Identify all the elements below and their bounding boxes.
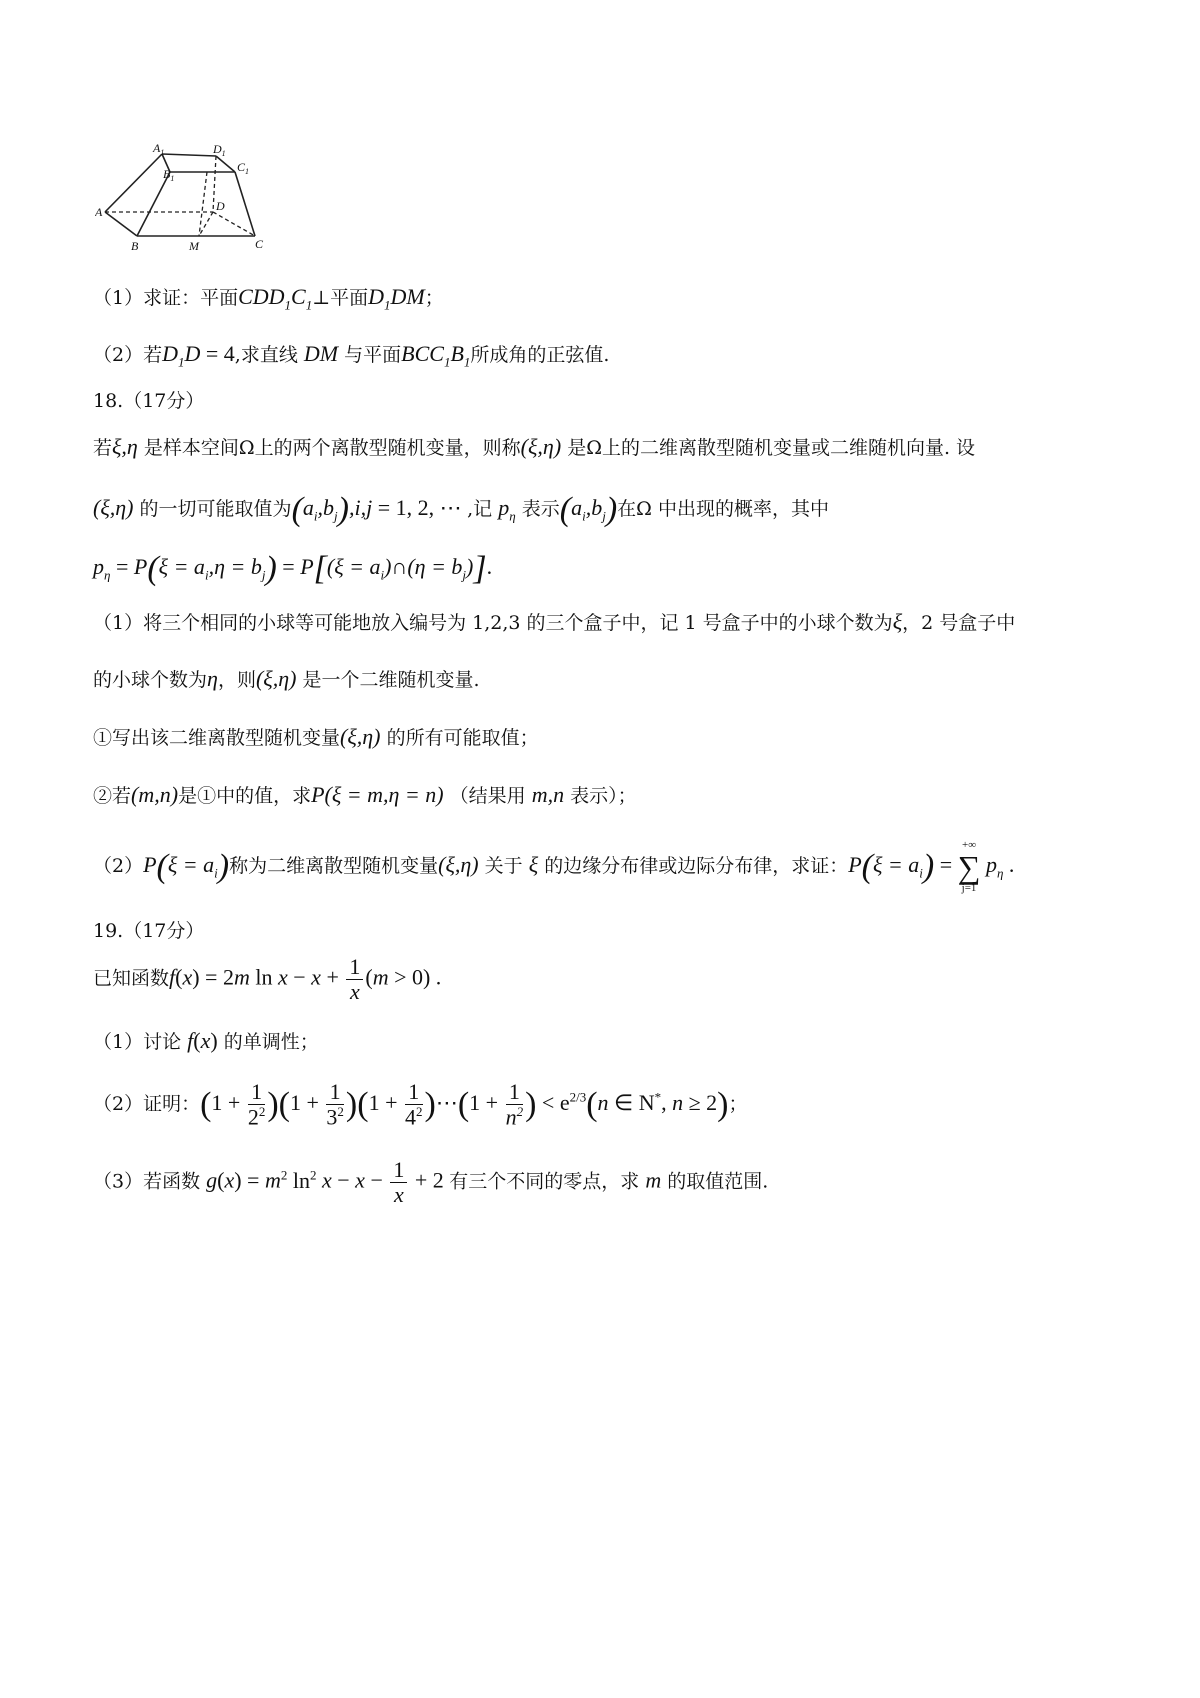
q19-heading: 19.（17分） bbox=[93, 920, 205, 942]
q19-part1: （1）讨论 f(x) 的单调性； bbox=[93, 1028, 319, 1053]
q18-subq1-line1: （1）将三个相同的小球等可能地放入编号为 1,2,3 的三个盒子中，记 1 号盒子中的小球个数为ξ，2 号盒子中 bbox=[93, 609, 1016, 634]
q17-part2: （2）若$D_1D = 4$,求直线 DM 与平面$BCC_1B_1$所成角的正弦值. bbox=[93, 341, 610, 370]
q18-formula: $p_\eta = P(\xi = a_i,\eta = b_j) = P[(\xi$ = $a_i)\cap(\eta = b_j)$]. bbox=[93, 550, 493, 587]
q17-part1: （1）求证：平面$CDD_1C_1\perp$平面$D_1DM$； bbox=[93, 284, 444, 313]
q19-part3: （3）若函数 $g(x) = m^2$ $\ln^2 x - x$ − $\frac{1}{x}$ + 2 有三个不同的零点，求 m 的取值范围. bbox=[93, 1157, 769, 1208]
q19-function-def: 已知函数f(x) = 2m ln x − x + $\frac{1}{x}$ (m > 0) . bbox=[93, 954, 442, 1005]
summation-symbol: +∞ ∑ j=1 bbox=[957, 839, 981, 894]
q19-part2: （2）证明：(1 + $\frac{1}{2^2}$ )(1 + $\frac{1}{3^2}$ )(1 + $\frac{1}{4^2}$ )⋯(1 + $\frac{1}{n^2}$ ) < $e^{2/3}(n$ ∈ N*, n ≥ 2)； bbox=[93, 1079, 748, 1130]
geometry-figure bbox=[95, 140, 275, 270]
label-C: C bbox=[255, 237, 264, 251]
q18-heading: 18.（17分） bbox=[93, 390, 205, 412]
label-M: M bbox=[189, 239, 199, 253]
label-D: D bbox=[216, 199, 225, 213]
label-A: A bbox=[95, 205, 103, 219]
q18-subq1-line2: 的小球个数为η，则(ξ,η) 是一个二维随机变量. bbox=[93, 666, 480, 691]
q18-subq2: $(2)P(\xi = a_i)$称为二维离散型随机变量(ξ,η) 关于 ξ 的边缘分布律或边际分布律，求证：$P(\xi = a_i)$ = +∞ ∑ j=1 $p_\eta$ . bbox=[93, 839, 1015, 894]
label-C1: $C_1$ bbox=[237, 160, 250, 176]
q18-item2: ②若(m,n)是①中的值，求P(ξ = m,η = n) （结果用 m,n 表示）； bbox=[93, 782, 637, 807]
figure-hidden-edges bbox=[105, 156, 255, 236]
label-D1: $D_1$ bbox=[213, 142, 226, 158]
label-B: B bbox=[131, 239, 139, 253]
q18-item1: ①写出该二维离散型随机变量(ξ,η) 的所有可能取值； bbox=[93, 724, 539, 749]
label-B1: $B_1$ bbox=[163, 167, 175, 183]
q18-paragraph-line2: (ξ,η) 的一切可能取值为$(a_i,b_j),i,j = 1$, 2, ⋯ ,记 $p_\eta$ 表示$(a_i,b_j)$在Ω 中出现的概率，其中 bbox=[93, 491, 829, 528]
q18-paragraph-line1: 若ξ,η 是样本空间Ω上的两个离散型随机变量，则称(ξ,η) 是Ω上的二维离散型随机变量或二维随机向量. 设 bbox=[93, 434, 976, 459]
label-A1: $A_1$ bbox=[153, 141, 165, 157]
